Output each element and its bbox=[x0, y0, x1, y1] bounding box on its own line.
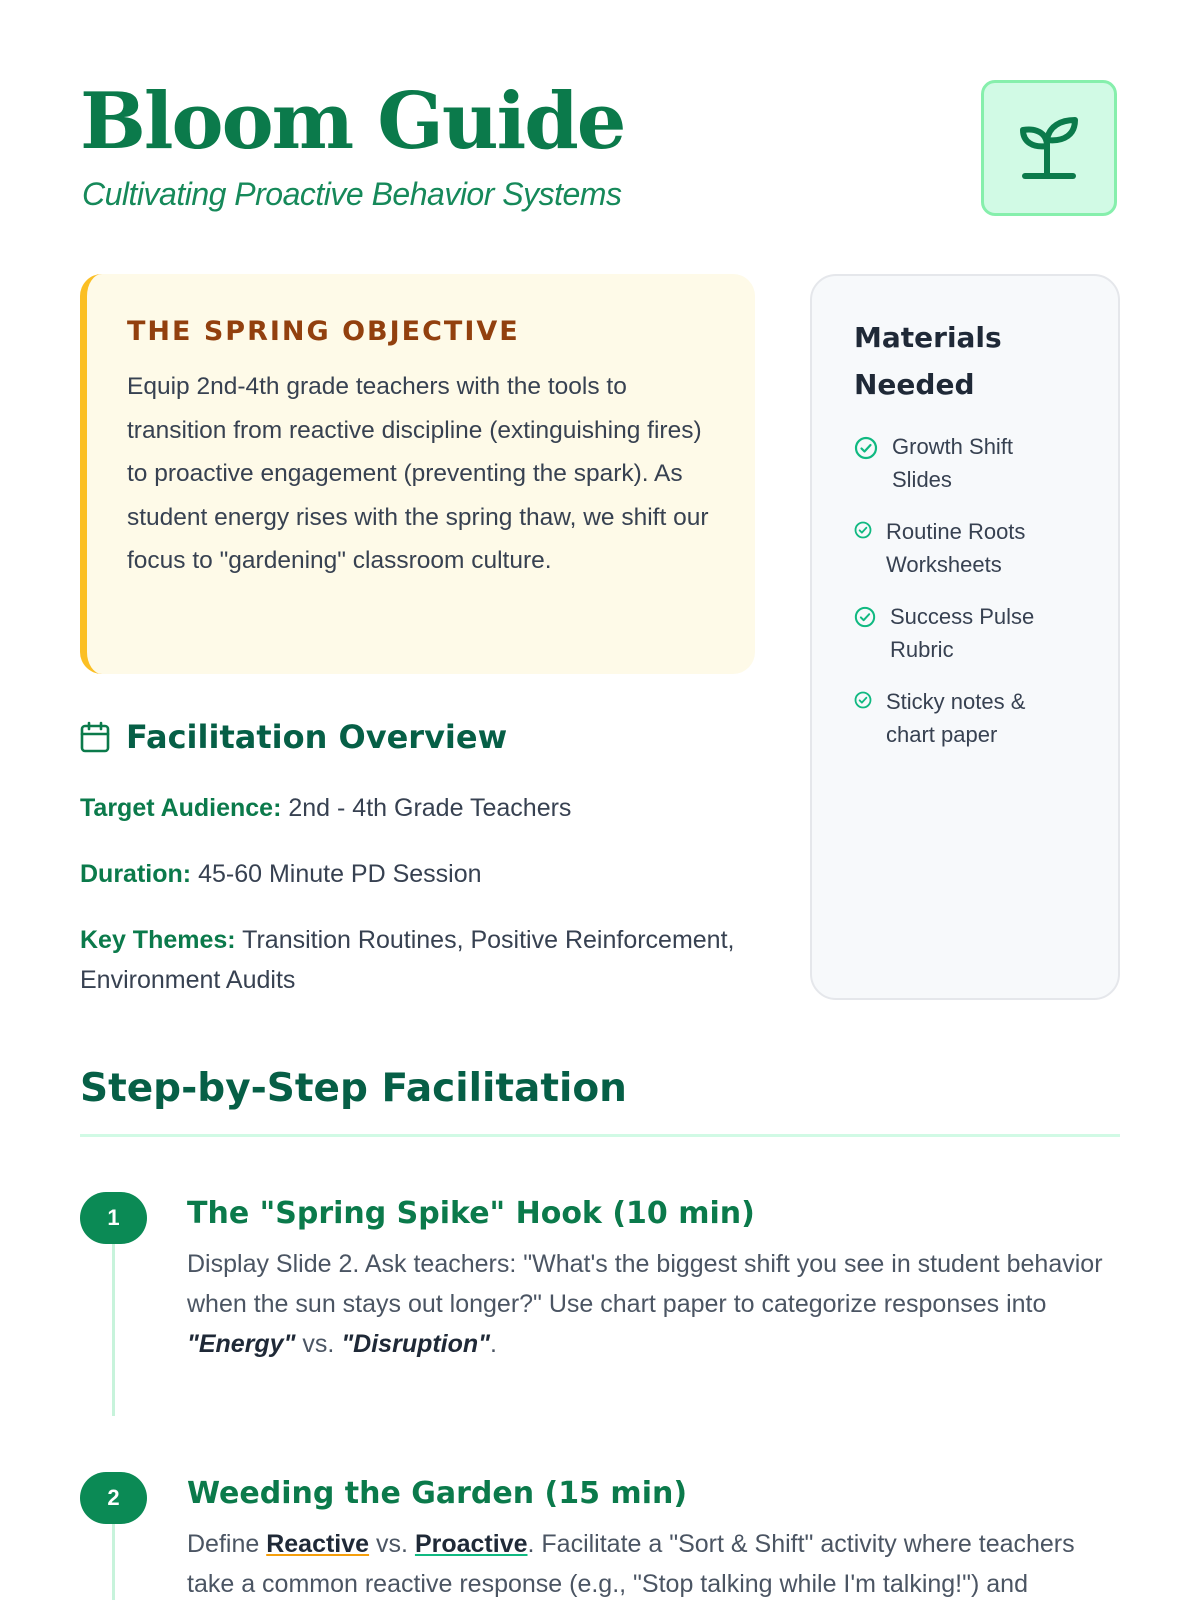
step-emphasis: "Disruption" bbox=[341, 1330, 491, 1358]
check-circle-icon bbox=[854, 606, 876, 628]
divider bbox=[80, 1134, 1120, 1137]
list-item bbox=[854, 430, 1088, 496]
step-text: . bbox=[490, 1330, 497, 1358]
material-label: Growth Shift Slides bbox=[892, 434, 1014, 492]
term-proactive: Proactive bbox=[414, 1530, 528, 1558]
step-number-badge: 2 bbox=[80, 1472, 147, 1524]
step-text: . Facilitate a "Sort & Shift" activity where teachers take a common reactive response (e.g., "Stop talking while I'm talking!") and bbox=[187, 1530, 1075, 1598]
material-label: Routine Roots Worksheets bbox=[886, 519, 1026, 577]
audience-value: 2nd - 4th Grade Teachers bbox=[288, 794, 572, 822]
step-body bbox=[187, 1524, 1117, 1604]
objective-body: Equip 2nd-4th grade teachers with the tools to transition from reactive discipline (extinguishing fires) to proactive engagement (preventing the spark). As student energy rises with the spring thaw, we shift our focus to "gardening" classroom culture. bbox=[127, 373, 709, 574]
overview-heading: Facilitation Overview bbox=[126, 718, 508, 756]
step-text: vs. bbox=[302, 1330, 335, 1358]
themes-row bbox=[80, 920, 760, 1000]
logo-badge bbox=[981, 80, 1117, 216]
duration-label: Duration: bbox=[80, 860, 192, 888]
objective-heading: THE SPRING OBJECTIVE bbox=[127, 316, 520, 347]
step-number-badge: 1 bbox=[80, 1192, 147, 1244]
audience-label: Target Audience: bbox=[80, 794, 282, 822]
audience-row bbox=[80, 788, 760, 828]
sprout-icon bbox=[1017, 114, 1081, 182]
list-item bbox=[854, 685, 1088, 751]
check-circle-icon bbox=[854, 436, 878, 460]
steps-heading: Step-by-Step Facilitation bbox=[80, 1066, 627, 1111]
step-emphasis: "Energy" bbox=[187, 1330, 296, 1358]
themes-label: Key Themes: bbox=[80, 926, 236, 954]
overview-heading-row bbox=[80, 718, 507, 756]
themes-value: Transition Routines, Positive Reinforcement, Environment Audits bbox=[80, 926, 735, 994]
guide-page bbox=[80, 0, 1120, 1600]
step-text: Define bbox=[187, 1530, 260, 1558]
list-item bbox=[854, 515, 1088, 581]
material-label: Success Pulse Rubric bbox=[890, 604, 1035, 662]
page-subtitle: Cultivating Proactive Behavior Systems bbox=[82, 176, 622, 212]
check-circle-icon bbox=[854, 521, 872, 539]
materials-panel bbox=[810, 274, 1120, 1000]
step-body bbox=[187, 1244, 1117, 1364]
materials-heading: Materials Needed bbox=[854, 321, 1002, 401]
step-title: The "Spring Spike" Hook (10 min) bbox=[187, 1196, 755, 1231]
check-circle-icon bbox=[854, 691, 872, 709]
timeline-connector bbox=[112, 1524, 115, 1600]
timeline-connector bbox=[112, 1244, 115, 1416]
step-title: Weeding the Garden (15 min) bbox=[187, 1476, 688, 1511]
term-reactive: Reactive bbox=[266, 1530, 370, 1558]
materials-list bbox=[854, 430, 1088, 751]
step-text: vs. bbox=[376, 1530, 408, 1558]
duration-row bbox=[80, 854, 760, 894]
objective-callout bbox=[80, 274, 755, 674]
calendar-icon bbox=[80, 721, 110, 753]
list-item bbox=[854, 600, 1088, 666]
page-title: Bloom Guide bbox=[80, 76, 625, 167]
step-text: Display Slide 2. Ask teachers: "What's the biggest shift you see in student behavior when the sun stays out longer?" Use chart paper to categorize responses into bbox=[187, 1250, 1103, 1318]
material-label: Sticky notes & chart paper bbox=[886, 689, 1026, 747]
duration-value: 45-60 Minute PD Session bbox=[198, 860, 482, 888]
